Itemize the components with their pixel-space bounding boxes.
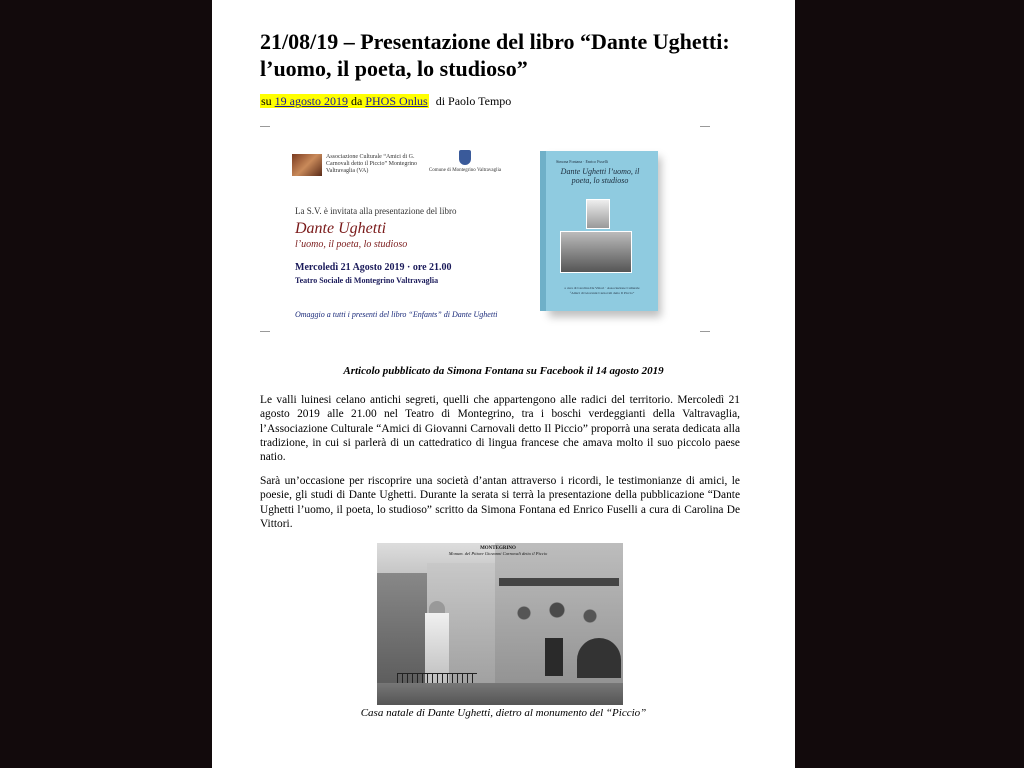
- association-header: [292, 154, 418, 176]
- piccio-portrait-image: [292, 154, 322, 176]
- article-paragraph-1: Le valli luinesi celano antichi segreti, quelli che appartengono alle radici del territorio. Mercoledì 21 agosto 2019 alle 21.00 nel Teatro di Montegrino, tra i boschi verdeggianti della Valtravaglia, l’Associazione Culturale “Amici di Giovanni Carnovali detto Il Piccio” proporrà una serata dedicata alla tradizione, in cui si parlerà di un cattedratico di lingua francese che amava molto il suo piccolo paese natio.: [260, 394, 740, 464]
- comune-header: [425, 150, 505, 173]
- photo-ground: [377, 683, 623, 705]
- document-page: [212, 0, 795, 768]
- invite-book-title: Dante Ughetti: [295, 220, 387, 237]
- comune-name: Comune di Montegrino Valtravaglia: [428, 168, 502, 173]
- byline-author: di Paolo Tempo: [435, 94, 512, 108]
- publisher-link[interactable]: PHOS Onlus: [365, 94, 428, 108]
- book-cover-portrait-photo: [586, 199, 610, 229]
- crop-mark: [260, 331, 270, 342]
- book-cover-note: a cura di Carolina De Vittori · Associazione Culturale “Amici di Giovanni Carnovali detto Il Piccio”: [564, 286, 640, 295]
- association-name: Associazione Culturale “Amici di G. Carnovali detto il Piccio” Montegrino Valtravaglia (VA): [326, 154, 417, 174]
- byline-mid: da: [351, 94, 363, 108]
- article-paragraph-2: Sarà un’occasione per riscoprire una società d’antan attraverso i ricordi, le testimonianze di amici, le poesie, gli studi di Dante Ughetti. Durante la serata si terrà la presentazione della pubblicazione “Dante Ughetti l’uomo, il poeta, lo studioso” scritto da Simona Fontana ed Enrico Fuselli a cura di Carolina De Vittori.: [260, 475, 740, 530]
- article-title: 21/08/19 – Presentazione del libro “Dante Ughetti: l’uomo, il poeta, lo studioso”: [260, 29, 730, 81]
- article-byline: [260, 94, 511, 109]
- invite-text: La S.V. è invitata alla presentazione del libro: [295, 206, 457, 216]
- book-cover-house-photo: [560, 231, 632, 273]
- book-cover: [546, 151, 658, 311]
- comune-crest-icon: [459, 150, 471, 165]
- invite-book-subtitle: l’uomo, il poeta, lo studioso: [295, 239, 408, 250]
- byline-highlight: [260, 94, 429, 108]
- book-cover-authors: Simona Fontana · Enrico Fuselli: [556, 159, 608, 164]
- date-link[interactable]: 19 agosto 2019: [274, 94, 349, 108]
- photo-balcony: [499, 578, 619, 586]
- book-cover-title: Dante Ughetti l’uomo, il poeta, lo studioso: [560, 167, 640, 185]
- photo-ivy: [502, 598, 612, 628]
- crop-mark: [700, 126, 710, 137]
- birthplace-photo: [377, 543, 623, 705]
- crop-mark: [700, 331, 710, 342]
- photo-inscription-sub: Monum. del Pittore Giovanni Carnovali detto il Piccio: [448, 551, 548, 556]
- photo-inscription: [443, 545, 553, 556]
- photo-caption: Casa natale di Dante Ughetti, dietro al monumento del “Piccio”: [360, 707, 647, 719]
- event-venue: Teatro Sociale di Montegrino Valtravaglia: [295, 276, 439, 285]
- photo-inscription-title: MONTEGRINO: [480, 546, 516, 551]
- crop-mark: [260, 126, 270, 137]
- event-datetime: Mercoledì 21 Agosto 2019 · ore 21.00: [295, 262, 452, 273]
- photo-archway: [577, 638, 621, 678]
- invitation-image: [260, 120, 710, 350]
- byline-prefix: su: [261, 94, 272, 108]
- invitation-caption: Articolo pubblicato da Simona Fontana su Facebook il 14 agosto 2019: [343, 365, 664, 377]
- gift-note: Omaggio a tutti i presenti del libro “Enfants” di Dante Ughetti: [295, 310, 498, 319]
- photo-door: [545, 638, 563, 676]
